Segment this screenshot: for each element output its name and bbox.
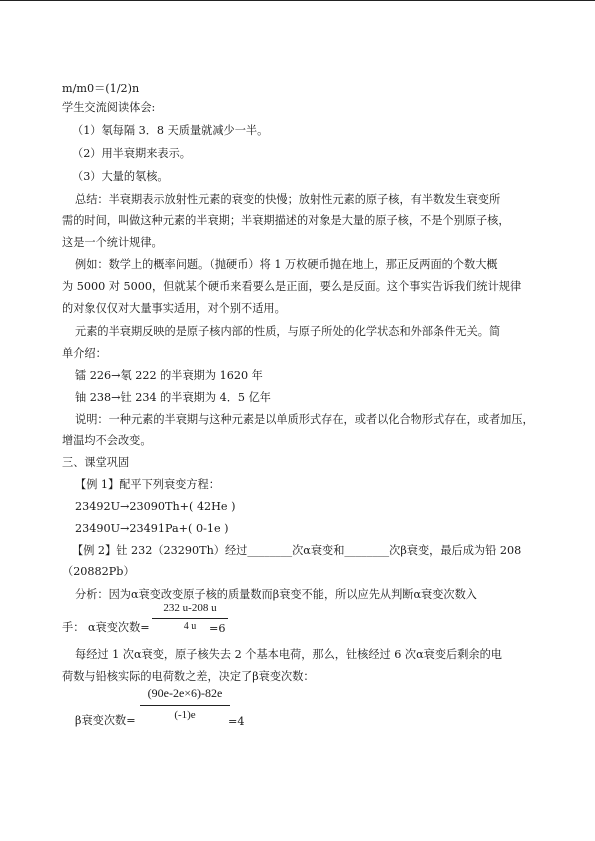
explanation-line: 荷数与铅核实际的电荷数之差，决定了β衰变次数：	[62, 670, 315, 683]
beta-numerator: (90e-2e×6)-82e	[147, 686, 223, 700]
example-line: 为 5000 对 5000，但就某个硬币来看要么是正面，要么是反面。这个事实告诉我们统计规律	[62, 280, 522, 293]
alpha-denominator: 4 u	[183, 621, 197, 632]
explanation-line: 每经过 1 次α衰变，原子核失去 2 个基本电荷，那么，钍核经过 6 次α衰变后剩余的电	[75, 648, 502, 661]
example-2-question: 【例 2】钍 232（23290Th）经过________次α衰变和________次β衰变，最后成为铅 208	[72, 544, 522, 557]
summary-line: 总结：半衰期表示放射性元素的衰变的快慢；放射性元素的原子核，有半数发生衰变所	[75, 193, 501, 206]
formula-decay-ratio: m/m0＝(1/2)n	[62, 82, 140, 95]
beta-fraction	[138, 686, 232, 726]
note-line: 增温均不会改变。	[62, 434, 152, 447]
example-line: 例如：数学上的概率问题。（抛硬币）将 1 万枚硬币抛在地上，那正反两面的个数大概	[75, 258, 498, 271]
halflife-radium: 镭 226→氡 222 的半衰期为 1620 年	[75, 369, 263, 382]
beta-denominator: (-1)e	[174, 709, 196, 721]
list-item: （2）用半衰期来表示。	[72, 147, 191, 160]
fraction-bar	[140, 705, 230, 706]
example-2-question: （20882Pb）	[62, 565, 135, 578]
alpha-numerator: 232 u-208 u	[163, 602, 217, 614]
text-line: 单介绍：	[62, 347, 107, 360]
halflife-uranium: 铀 238→钍 234 的半衰期为 4．5 亿年	[75, 391, 271, 404]
example-1-title: 【例 1】配平下列衰变方程：	[75, 478, 220, 491]
text-line: 学生交流阅读体会:	[62, 101, 156, 114]
beta-count-label: β衰变次数=	[75, 714, 136, 727]
list-item: （1）氡每隔 3．8 天质量就减少一半。	[72, 124, 269, 137]
analysis-line: 手：	[62, 621, 85, 634]
summary-line: 需的时间，叫做这种元素的半衰期；半衰期描述的对象是大量的原子核，不是个别原子核，	[62, 214, 510, 227]
equation-2: 23490U→23491Pa+( 0-1e )	[75, 522, 229, 535]
beta-count-result: =4	[228, 715, 245, 728]
note-line: 说明：一种元素的半衰期与这种元素是以单质形式存在，或者以化合物形式存在，或者加压，	[75, 413, 534, 426]
example-line: 的对象仅仅对大量事实适用，对个别不适用。	[62, 302, 286, 315]
analysis-line: 分析：因为α衰变改变原子核的质量数而β衰变不能，所以应先从判断α衰变次数入	[75, 588, 477, 601]
alpha-count-result: =6	[209, 622, 226, 635]
fraction-bar	[152, 618, 228, 619]
summary-line: 这是一个统计规律。	[62, 236, 163, 249]
section-heading: 三、课堂巩固	[62, 456, 130, 469]
text-line: 元素的半衰期反映的是原子核内部的性质，与原子所处的化学状态和外部条件无关。简	[75, 325, 501, 338]
equation-1: 23492U→23090Th+( 42He )	[75, 500, 236, 513]
page-top-border	[0, 0, 595, 1]
list-item: （3）大量的氡核。	[72, 170, 169, 183]
alpha-count-label: α衰变次数=	[88, 621, 150, 634]
